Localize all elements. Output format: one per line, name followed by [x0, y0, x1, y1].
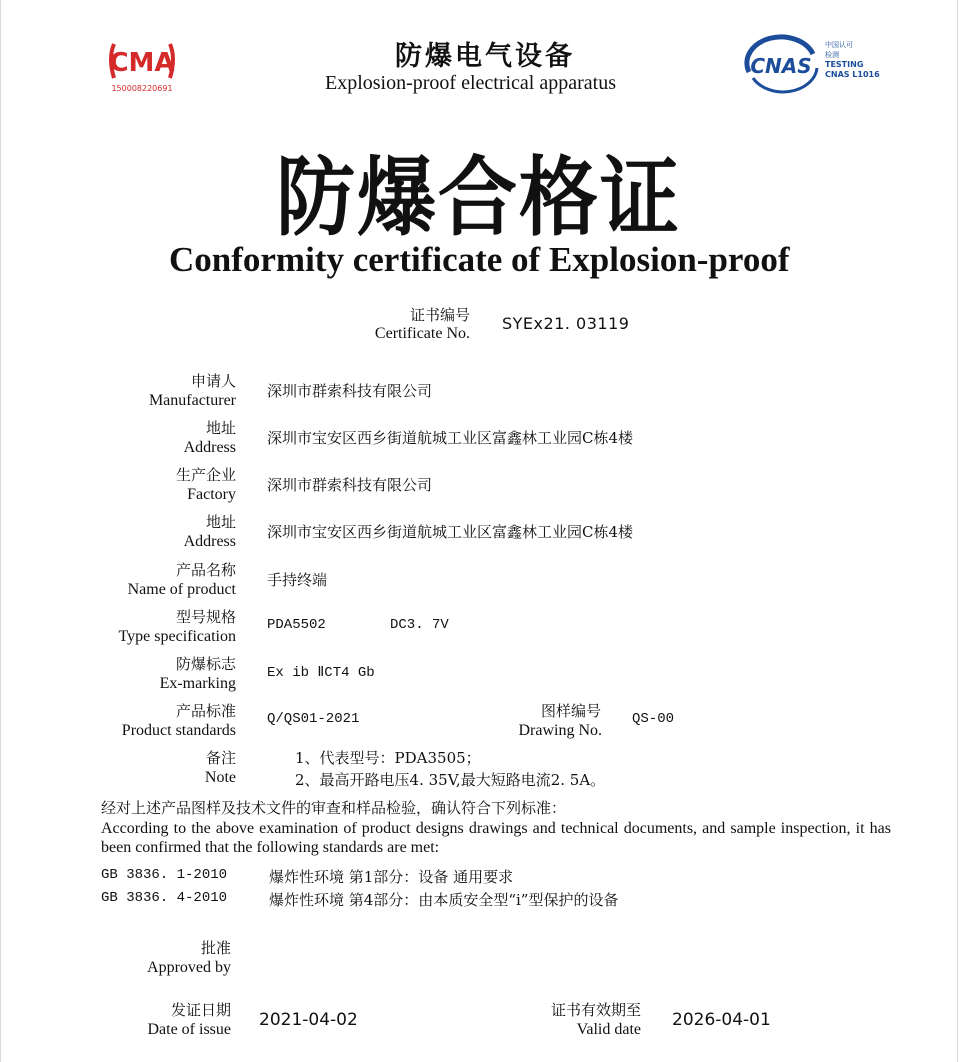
certificate-label-en: Certificate No.: [374, 325, 470, 342]
manufacturer-label-cn: 申请人: [190, 372, 236, 390]
type-spec-label-cn: 型号规格: [175, 608, 236, 626]
drawing-no-label-en: Drawing No.: [518, 722, 602, 739]
cnas-line-2: 检测: [825, 51, 839, 59]
certificate-number: SYEx21. 03119: [502, 314, 630, 333]
address1-value: 深圳市宝安区西乡街道航城工业区富鑫林工业园C栋4楼: [267, 429, 634, 447]
product-standards-label-cn: 产品标准: [175, 702, 236, 720]
type-spec-label-en: Type specification: [118, 628, 236, 645]
ex-marking-value: Ex ib ⅡCT4 Gb: [267, 665, 375, 681]
product-name-value: 手持终端: [267, 571, 328, 589]
header-title-cn: 防爆电气设备: [395, 41, 575, 72]
cnas-line-1: 中国认可: [825, 41, 853, 49]
address2-label-cn: 地址: [205, 513, 236, 531]
valid-date-value: 2026-04-01: [672, 1010, 771, 1030]
header-title-en: Explosion-proof electrical apparatus: [325, 72, 616, 94]
cnas-line-4: CNAS L1016: [825, 70, 880, 79]
product-standards-label-en: Product standards: [121, 722, 236, 739]
standard-desc-2: 爆炸性环境 第4部分：由本质安全型“i”型保护的设备: [269, 891, 619, 909]
factory-label-cn: 生产企业: [175, 466, 236, 484]
valid-date-label-cn: 证书有效期至: [550, 1001, 641, 1019]
manufacturer-value: 深圳市群索科技有限公司: [267, 382, 433, 400]
standard-desc-1: 爆炸性环境 第1部分：设备 通用要求: [269, 868, 514, 886]
cma-logo: [104, 38, 180, 96]
note-line-1: 1、代表型号：PDA3505；: [295, 749, 481, 767]
factory-value: 深圳市群索科技有限公司: [267, 476, 433, 494]
issue-date-value: 2021-04-02: [259, 1010, 358, 1030]
cnas-line-3: TESTING: [825, 60, 864, 69]
drawing-no-label-cn: 图样编号: [540, 702, 601, 720]
approved-label-cn: 批准: [200, 939, 231, 957]
cma-logo-text: CMA: [109, 48, 175, 78]
standard-code-2: GB 3836. 4-2010: [101, 890, 228, 906]
address2-value: 深圳市宝安区西乡街道航城工业区富鑫林工业园C栋4楼: [267, 523, 634, 541]
issue-date-label-cn: 发证日期: [170, 1001, 231, 1019]
address1-label-en: Address: [183, 439, 236, 456]
approved-label-en: Approved by: [147, 959, 231, 976]
certificate-label-cn: 证书编号: [409, 306, 470, 324]
product-standards-value: Q/QS01-2021: [267, 711, 360, 727]
cma-number: 150008220691: [111, 84, 173, 93]
address2-label-en: Address: [183, 533, 236, 550]
address1-label-cn: 地址: [205, 419, 236, 437]
factory-label-en: Factory: [187, 486, 236, 503]
type-spec-voltage: DC3. 7V: [390, 617, 449, 633]
statement-en: According to the above examination of product designs drawings and technical documents, and sample inspection, it has been confirmed that the following standards are met:: [101, 820, 891, 856]
main-title-en: Conformity certificate of Explosion-proof: [169, 240, 790, 279]
note-label-en: Note: [204, 769, 236, 786]
statement-cn: 经对上述产品图样及技术文件的审查和样品检验，确认符合下列标准：: [101, 799, 567, 817]
manufacturer-label-en: Manufacturer: [148, 392, 236, 409]
main-title-cn: 防爆合格证: [276, 148, 681, 248]
issue-date-label-en: Date of issue: [147, 1021, 231, 1038]
cnas-logo-text: CNAS: [750, 54, 812, 78]
cnas-logo: [741, 34, 883, 96]
standard-code-1: GB 3836. 1-2010: [101, 867, 228, 883]
note-label-cn: 备注: [205, 749, 236, 767]
note-line-2: 2、最高开路电压4. 35V,最大短路电流2. 5A。: [295, 771, 606, 789]
ex-marking-label-cn: 防爆标志: [175, 655, 236, 673]
type-spec-value: PDA5502: [267, 617, 326, 633]
product-name-label-cn: 产品名称: [175, 561, 236, 579]
ex-marking-label-en: Ex-marking: [159, 675, 236, 692]
drawing-no-value: QS-00: [632, 711, 675, 727]
valid-date-label-en: Valid date: [576, 1021, 641, 1038]
product-name-label-en: Name of product: [127, 581, 236, 598]
